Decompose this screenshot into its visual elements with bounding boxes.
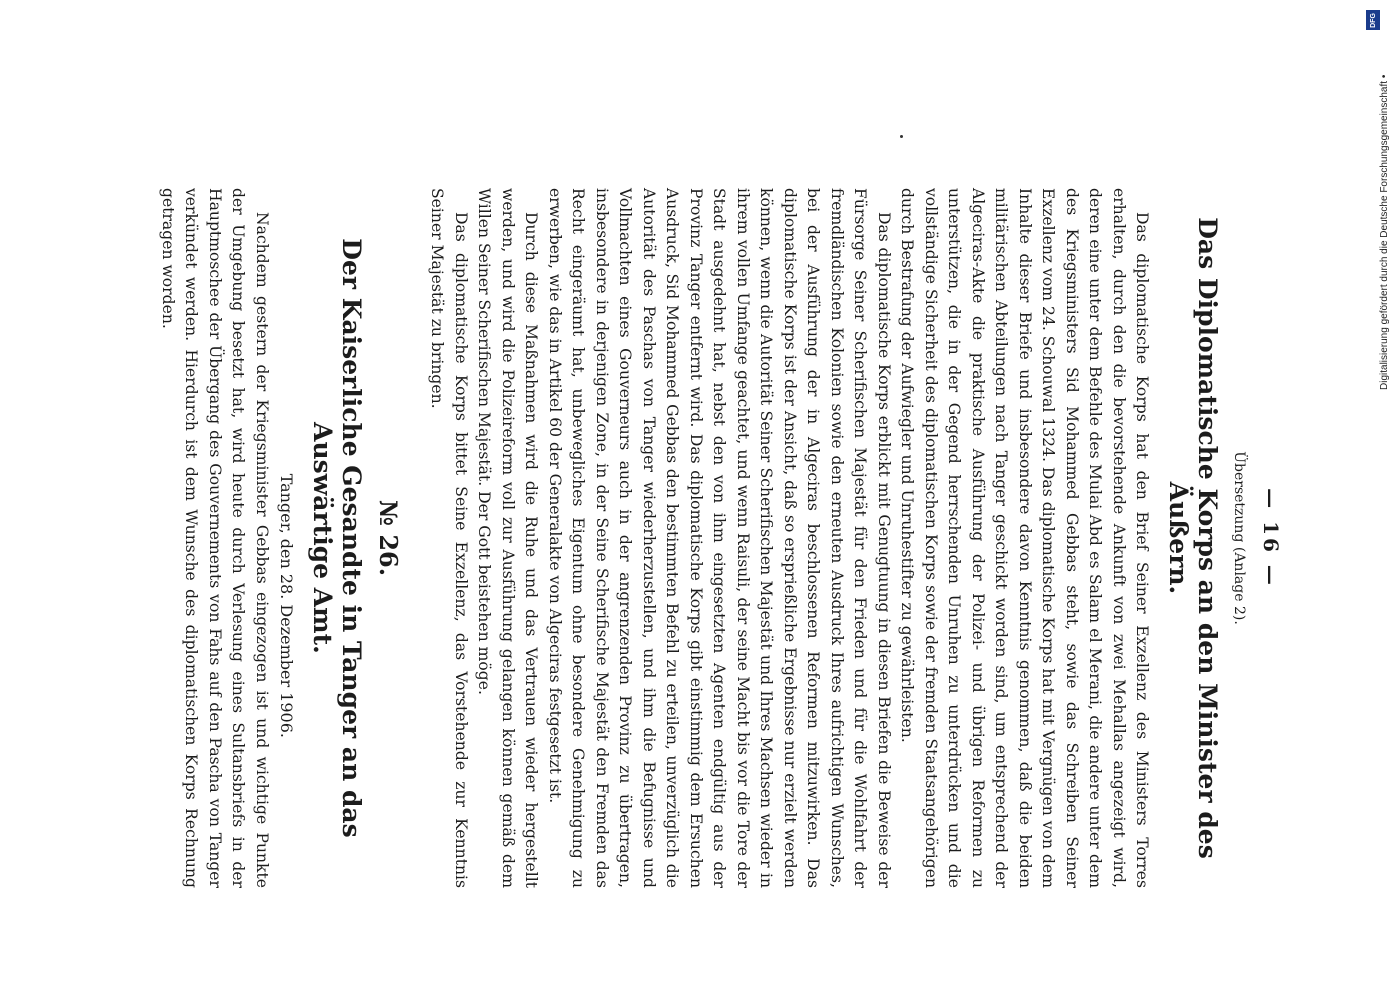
scan-speck <box>900 135 903 138</box>
paragraph: Durch diese Maßnahmen wird die Ruhe und das Vertrauen wieder hergestellt werden, und wird die Polizeireform voll zur Ausführung gelangen können gemäß dem Willen Seiner Scherifischen Majestät. Der Gott beistehen möge. <box>475 188 541 888</box>
paragraph: Das diplomatische Korps erblickt mit Genugtuung in diesen Briefen die Beweise der Fürsorge Seiner Scherifischen Majestät für den Frieden und für die Wohlfahrt der fremdländischen Kolonien sowie den erneuten Ausdruck Ihres aufrichtigen Wunsches, bei der Ausführung der in Algeciras beschlossenen Reformen mitzuwirken. Das diplomatische Korps ist der Ansicht, daß so ersprießliche Ergebnisse nur erzielt werden können, wenn die Autorität Seiner Scherifischen Majestät und Ihres Machsen wieder in ihrem vollen Umfange geachtet, und wenn Raisuli, der seine Macht bis vor die Tore der Stadt ausgedehnt hat, nebst den von ihm eingesetzten Agenten endgültig aus der Provinz Tanger entfernt wird. Das diplomatische Korps gibt einstimmig dem Ersuchen Ausdruck, Sid Mohammed Gebbas den bestimmten Befehl zu erteilen, unverzüglich die Autorität des Paschas von Tanger wiederherzustellen, und ihm die Befugnisse und Vollmachten eines Gouverneurs auch in der angrenzenden Provinz zu übertragen, insbesondere in derjenigen Zone, in der Seine Scherifische Majestät den Fremden das Recht eingeräumt hat, unbewegliches Eigentum ohne besondere Genehmigung zu erwerben, wie das in Artikel 60 der Generalakte von Algeciras festgesetzt ist. <box>546 188 893 888</box>
document-number: № 26. <box>374 499 403 577</box>
page-number: — 16 — <box>1259 488 1283 588</box>
document-body <box>156 188 1284 888</box>
document-title-2: Der Kaiserliche Gesandte in Tanger an das Auswärtige Amt. <box>308 238 366 838</box>
paragraph: Das diplomatische Korps hat den Brief Seiner Exzellenz des Ministers Torres erhalten, durch den die bevorstehende Ankunft von zwei Mehallas angezeigt wird, deren eine unter dem Befehle des Mulai Abd es Salam el Merani, die andere unter dem des Kriegsministers Sid Mohammed Gebbas steht, sowie das Schreiben Seiner Exzellenz vom 24. Schouwal 1324. Das diplomatische Korps hat mit Vergnügen von dem Inhalte dieser Briefe und insbesondere davon Kenntnis genommen, daß die beiden militärischen Abteilungen nach Tanger geschickt worden sind, um entsprechend der Algeciras-Akte die praktische Ausführung der Polizei- und übrigen Reformen zu unterstützen, die in der Gegend herrschenden Unruhen zu unterdrücken und die vollständige Sicherheit des diplomatischen Korps sowie der fremden Staatsangehörigen durch Bestrafung der Aufwiegler und Unruhestifter zu gewährleisten. <box>898 188 1152 888</box>
annex-label: Übersetzung (Anlage 2). <box>1231 451 1247 625</box>
paragraph: Das diplomatische Korps bittet Seine Exzellenz, das Vorstehende zur Kenntnis Seiner Majestät zu bringen. <box>428 188 470 888</box>
dfg-logo-text: DFG <box>1369 12 1377 28</box>
dfg-logo-icon <box>1366 10 1380 30</box>
paragraph: Nachdem gestern der Kriegsminister Gebbas eingezogen ist und wichtige Punkte der Umgebung besetzt hat, wird heute durch Verlesung eines Sultansbriefs in der Hauptmoschee der Übergang des Gouvernements von Fahs auf den Pascha von Tanger verkündet werden. Hierdurch ist dem Wunsche des diplomatischen Korps Rechnung getragen worden. <box>159 188 271 888</box>
digitization-credit: Digitalisierung gefördert durch die Deutsche Forschungsgemeinschaft • <box>1379 74 1390 390</box>
document-date: Tanger, den 28. Dezember 1906. <box>277 473 296 738</box>
document-title-1: Das Diplomatische Korps an den Minister des Äußern. <box>1164 217 1222 859</box>
